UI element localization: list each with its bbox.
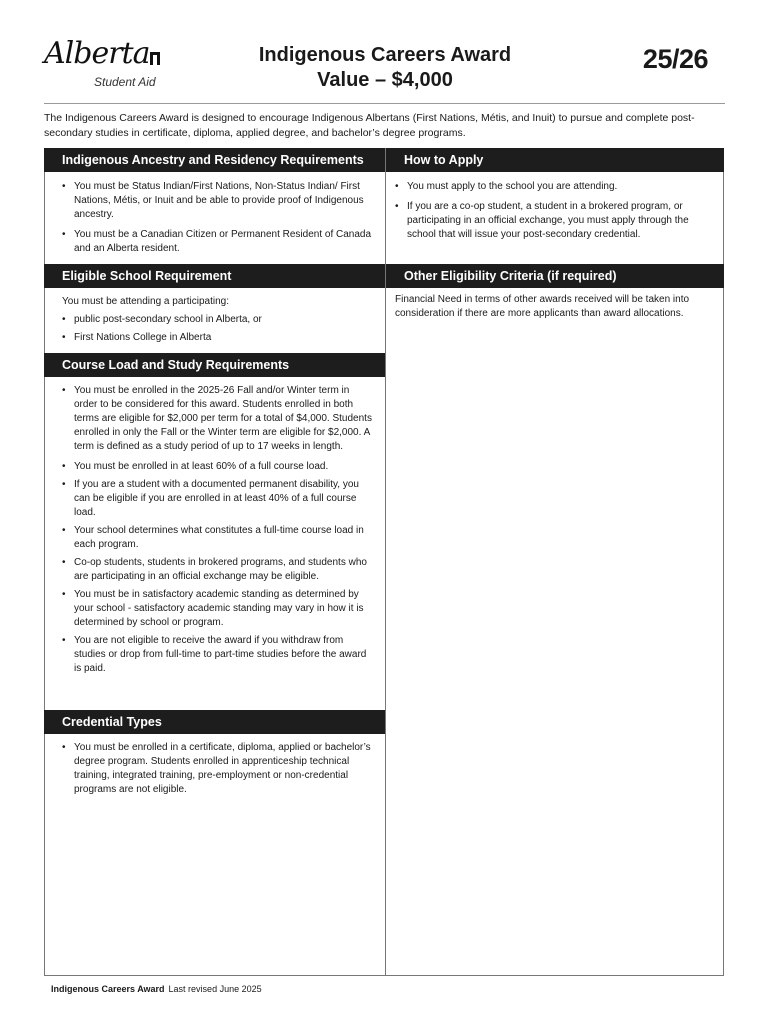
ancestry-section [62, 180, 372, 256]
apply-heading: How to Apply [386, 148, 724, 172]
logo-mark-icon [150, 52, 160, 65]
school-intro: You must be attending a participating: [62, 296, 229, 307]
list-item: • You must be a Canadian Citizen or Permanent Resident of Canada and an Alberta resident. [62, 228, 372, 256]
list-item: • You are not eligible to receive the award if you withdraw from studies or drop from full-time to part-time studies before the award is paid. [62, 634, 372, 676]
list-item: • If you are a co-op student, a student in a brokered program, or participating in an official exchange, you must apply through the school that will issue your post-secondary credential. [395, 200, 713, 242]
list-item: • You must be in satisfactory academic standing as determined by your school - satisfactory academic standing may vary in how it is determined by school or program. [62, 588, 372, 630]
list-item: • You must be enrolled in a certificate, diploma, applied or bachelor’s degree program. Students enrolled in apprenticeship technical training, integrated training, pre-employment or non-credential programs are not eligible. [62, 741, 372, 797]
page-footer [51, 984, 262, 994]
list-item: • Co-op students, students in brokered programs, and students who are participating in an official exchange may be eligible. [62, 556, 372, 584]
credential-heading: Credential Types [44, 710, 385, 734]
course-section [62, 384, 372, 676]
logo-subtitle: Student Aid [94, 75, 156, 89]
list-item: • You must be enrolled in at least 60% of a full course load. [62, 460, 372, 474]
logo-wordmark: Alberta [44, 36, 150, 71]
course-heading: Course Load and Study Requirements [44, 353, 385, 377]
footer-revised: Last revised June 2025 [168, 984, 262, 994]
list-item: • You must be enrolled in the 2025-26 Fall and/or Winter term in order to be considered for this award. Students enrolled in both terms are eligible for $2,000 per term for a total of $4,000. Students enrolled in only the Fall or the Winter term are eligible for $2,000. A term is defined as a study period of up to 17 weeks in length. [62, 384, 372, 454]
apply-section [395, 180, 713, 242]
document-title [230, 43, 540, 93]
title-line-2: Value – $4,000 [317, 69, 453, 91]
school-heading: Eligible School Requirement [44, 264, 385, 288]
other-criteria-heading: Other Eligibility Criteria (if required) [386, 264, 724, 288]
list-item: • First Nations College in Alberta [62, 331, 372, 345]
list-item: • public post-secondary school in Alberta, or [62, 313, 372, 327]
school-section [62, 295, 372, 345]
alberta-logo [44, 38, 224, 94]
header-rule [44, 103, 725, 104]
list-item: • You must be Status Indian/First Nations, Non-Status Indian/ First Nations, Métis, or Inuit and be able to provide proof of Indigenous ancestry. [62, 180, 372, 222]
list-item: • If you are a student with a documented permanent disability, you can be eligible if you are enrolled in at least 40% of a full course load. [62, 478, 372, 520]
award-year: 25/26 [642, 44, 708, 74]
footer-title: Indigenous Careers Award [51, 984, 165, 994]
other-criteria-text: Financial Need in terms of other awards received will be taken into consideration if there are more applicants than award allocations. [395, 294, 690, 319]
intro-paragraph: The Indigenous Careers Award is designed to encourage Indigenous Albertans (First Nations, Métis, and Inuit) to pursue and complete post-secondary studies in certificate, diploma, applied degree, and bachelor’s degree programs. [44, 112, 695, 139]
ancestry-heading: Indigenous Ancestry and Residency Requirements [44, 148, 385, 172]
list-item: • You must apply to the school you are attending. [395, 180, 713, 194]
title-line-1: Indigenous Careers Award [258, 44, 512, 66]
credential-section [62, 741, 372, 797]
list-item: • Your school determines what constitutes a full-time course load in each program. [62, 524, 372, 552]
